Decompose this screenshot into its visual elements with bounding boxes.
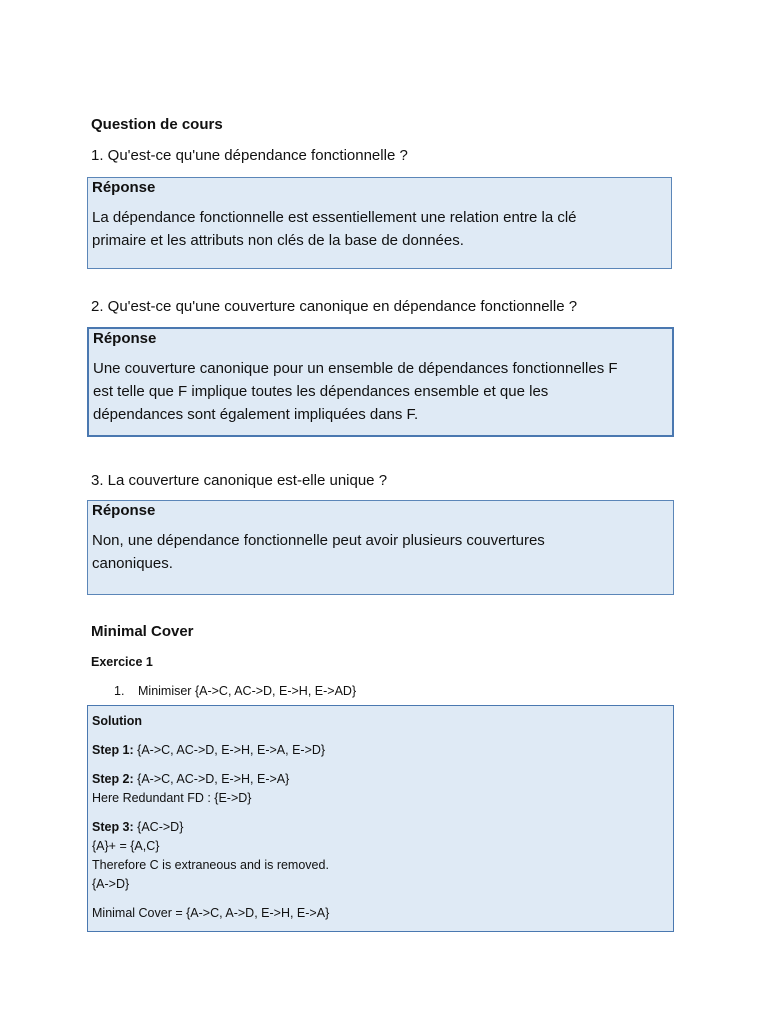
step-label: Step 2:	[92, 772, 134, 786]
answer-box-1	[87, 177, 672, 269]
answer-text	[92, 529, 669, 575]
step-3-line: {A->D}	[92, 877, 130, 891]
answer-box-3	[87, 500, 674, 595]
step-3-line: Therefore C is extraneous and is removed.	[92, 858, 329, 872]
question-3: 3. La couverture canonique est-elle unique ?	[91, 472, 388, 489]
answer-heading: Réponse	[93, 330, 157, 347]
answer-text	[93, 357, 668, 426]
step-2	[92, 770, 669, 789]
answer-line: dépendances sont également impliquées dans F.	[93, 406, 419, 423]
answer-line: Non, une dépendance fonctionnelle peut avoir plusieurs couvertures	[92, 532, 545, 549]
answer-line: primaire et les attributs non clés de la base de données.	[92, 232, 464, 249]
answer-line: La dépendance fonctionnelle est essentiellement une relation entre la clé	[92, 209, 577, 226]
question-2: 2. Qu'est-ce qu'une couverture canonique en dépendance fonctionnelle ?	[91, 298, 578, 315]
answer-line: Une couverture canonique pour un ensemble de dépendances fonctionnelles F	[93, 360, 618, 377]
step-text: {AC->D}	[133, 820, 184, 834]
answer-line: canoniques.	[92, 555, 173, 572]
list-item-number: 1.	[114, 684, 125, 698]
step-text: {A->C, AC->D, E->H, E->A, E->D}	[133, 743, 326, 757]
exercise-title: Exercice 1	[91, 655, 153, 669]
step-label: Step 3:	[92, 820, 134, 834]
answer-heading: Réponse	[92, 179, 156, 196]
step-1	[92, 741, 669, 760]
minimal-cover-result: Minimal Cover = {A->C, A->D, E->H, E->A}	[92, 906, 330, 920]
answer-heading: Réponse	[92, 502, 156, 519]
section-title-course: Question de cours	[91, 116, 223, 133]
step-3	[92, 818, 669, 837]
step-3-line: {A}+ = {A,C}	[92, 839, 160, 853]
step-label: Step 1:	[92, 743, 134, 757]
list-item-text: Minimiser {A->C, AC->D, E->H, E->AD}	[138, 684, 357, 698]
solution-box	[87, 705, 674, 932]
answer-line: est telle que F implique toutes les dépendances ensemble et que les	[93, 383, 549, 400]
section-title-minimal-cover: Minimal Cover	[91, 623, 194, 640]
solution-heading: Solution	[92, 714, 142, 728]
answer-text	[92, 206, 667, 252]
answer-box-2	[87, 327, 674, 437]
step-2-note: Here Redundant FD : {E->D}	[92, 791, 252, 805]
question-1: 1. Qu'est-ce qu'une dépendance fonctionnelle ?	[91, 147, 408, 164]
step-text: {A->C, AC->D, E->H, E->A}	[133, 772, 290, 786]
